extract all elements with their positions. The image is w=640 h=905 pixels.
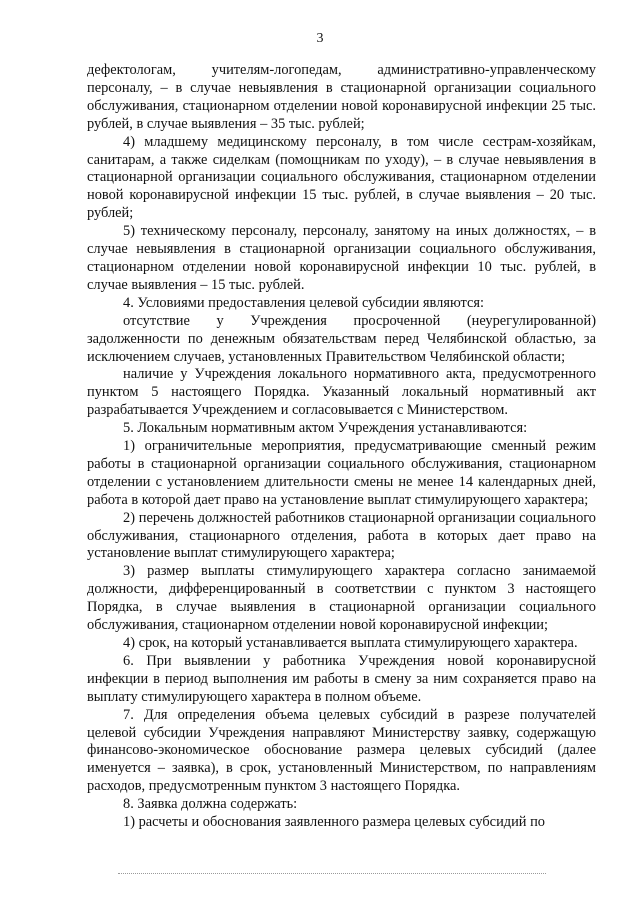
paragraph-item-1-restrictive-measures: 1) ограничительные мероприятия, предусматривающие сменный режим работы в стационарной организации социального обслуживания, стационарном отделении с установлением длительности смены не менее 14 календарных дней, работа в которой дает право на установление выплат стимулирующего характера;	[87, 438, 596, 508]
paragraph-item-4-junior-medical: 4) младшему медицинскому персоналу, в том числе сестрам-хозяйкам, санитарам, а также сиделкам (помощникам по уходу), – в случае невыявления в стационарной организации социального обслуживания, стационарном отделении новой коронавирусной инфекции 15 тыс. рублей, в случае выявления – 20 тыс. рублей;	[87, 133, 596, 222]
paragraph-item-4-payment-term: 4) срок, на который устанавливается выплата стимулирующего характера.	[123, 635, 578, 651]
paragraph-continuation: дефектологам, учителям-логопедам, административно-управленческому персоналу, – в случае невыявления в стационарной организации социального обслуживания, стационарном отделении новой коронавирусной инфекции 25 тыс. рублей, в случае выявления – 35 тыс. рублей;	[87, 62, 596, 132]
paragraph-item-5-technical: 5) техническому персоналу, персоналу, занятому на иных должностях, – в случае невыявления в стационарной организации социального обслуживания, стационарном отделении новой коронавирусной инфекции 10 тыс. рублей, в случае выявления – 15 тыс. рублей.	[87, 223, 596, 293]
paragraph-item-3-payment-size: 3) размер выплаты стимулирующего характера согласно занимаемой должности, дифференцированный в соответствии с пунктом 3 настоящего Порядка, в случае выявления в стационарной организации социального обслуживания, стационарном отделении новой коронавирусной инфекции;	[87, 563, 596, 634]
paragraph-item-2-positions-list: 2) перечень должностей работников стационарной организации социального обслуживания, стационарного отделения, работа в которых дает право на установление выплат стимулирующего характера;	[87, 509, 596, 562]
paragraph-section-4-conditions: 4. Условиями предоставления целевой субсидии являются:	[123, 294, 484, 311]
paragraph-section-7-application: 7. Для определения объема целевых субсидий в разрезе получателей целевой субсидии Учреждения направляют Министерству заявку, содержащую финансово-экономическое обоснование размера целевых субсидий (далее именуется – заявка), в срок, установленный Министерством, по направлениям расходов, предусмотренным пунктом 3 настоящего Порядка.	[87, 706, 596, 795]
paragraph-item-1-calculations: 1) расчеты и обоснования заявленного размера целевых субсидий по	[123, 814, 545, 831]
paragraph-section-8-application-content: 8. Заявка должна содержать:	[123, 796, 298, 813]
page-number: 3	[316, 31, 324, 46]
document-body	[87, 62, 596, 832]
paragraph-section-6-infection: 6. При выявлении у работника Учреждения новой коронавирусной инфекции в период выполнения им работы в смену за ним сохраняется право на выплату стимулирующего характера в полном объеме.	[87, 652, 596, 705]
paragraph-no-debt-condition: отсутствие у Учреждения просроченной (неурегулированной) задолженности по денежным обязательствам перед Челябинской областью, за исключением случаев, установленных Правительством Челябинской области;	[87, 312, 596, 365]
paragraph-section-5-local-act: 5. Локальным нормативным актом Учреждения устанавливаются:	[123, 420, 528, 437]
footer-divider	[118, 873, 546, 874]
paragraph-local-act-condition: наличие у Учреждения локального нормативного акта, предусмотренного пунктом 5 настоящего Порядка. Указанный локальный нормативный акт разрабатывается Учреждением и согласовывается с Министерством.	[87, 366, 596, 419]
